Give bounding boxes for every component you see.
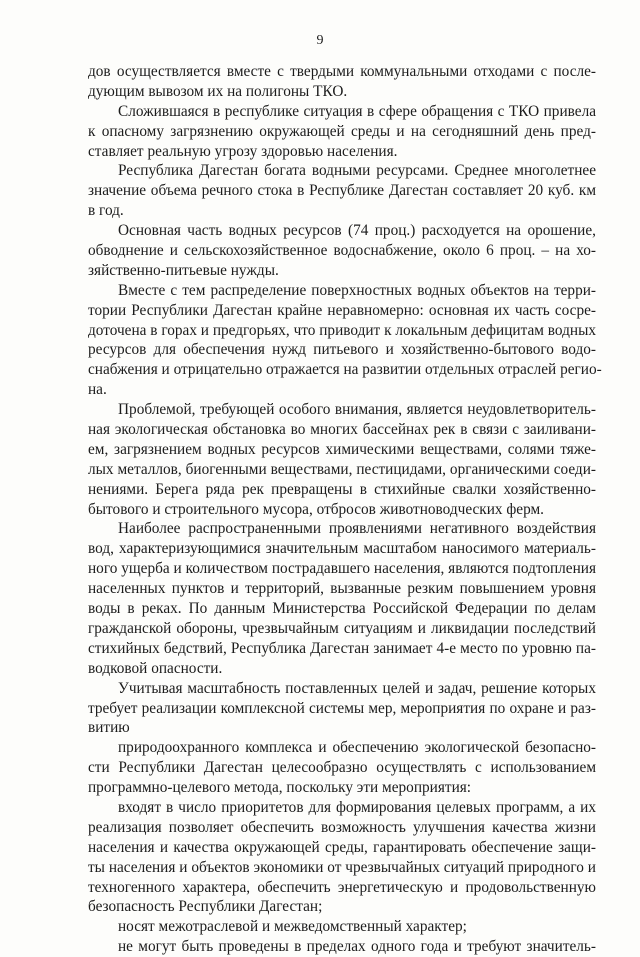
text-line: Учитывая масштабность поставленных целей и задач, решение которых (118, 679, 596, 697)
text-line: вод, характеризующимися значительным масштабом наносимого материаль- (88, 540, 596, 558)
text-line: на. (88, 381, 107, 399)
text-line: бытового и строительного мусора, отбросов животноводческих ферм. (88, 500, 545, 518)
text-line: программно-целевого метода, поскольку эти мероприятия: (88, 779, 472, 797)
text-line: тории Республики Дагестан крайне неравномерно: основная их часть сосре- (88, 301, 596, 319)
text-line: снабжения и отрицательно отражается на развитии отдельных отраслей регио- (88, 361, 602, 379)
document-body (88, 62, 602, 957)
text-line: ставляет реальную угрозу здоровью населения. (88, 142, 398, 160)
text-line: значение объема речного стока в Республике Дагестан составляет 20 куб. км (88, 182, 596, 200)
text-line: гражданской обороны, чрезвычайным ситуациям и ликвидации последствий (88, 619, 596, 637)
text-line: Проблемой, требующей особого внимания, является неудовлетворитель- (118, 401, 596, 419)
text-line: ты населения и объектов экономики от чрезвычайных ситуаций природного и (88, 858, 596, 876)
text-line: ресурсов для обеспечения нужд питьевого и хозяйственно-бытового водо- (88, 341, 596, 359)
text-line: требует реализации комплексной системы мер, мероприятия по охране и раз- (88, 699, 596, 717)
text-line: Сложившаяся в республике ситуация в сфере обращения с ТКО привела (118, 102, 596, 120)
text-line: витию (88, 719, 130, 737)
text-line: ного ущерба и количеством пострадавшего населения, являются подтопления (88, 560, 596, 578)
text-line: не могут быть проведены в пределах одного года и требуют значитель- (118, 938, 596, 956)
text-line: лых металлов, биогенными веществами, пестицидами, органическими соеди- (88, 460, 596, 478)
text-line: Наиболее распространенными проявлениями негативного воздействия (118, 520, 596, 538)
text-line: техногенного характера, обеспечить энергетическую и продовольственную (88, 878, 596, 896)
text-line: сти Республики Дагестан целесообразно осуществлять с использованием (88, 759, 596, 777)
text-line: Основная часть водных ресурсов (74 проц.) расходуется на орошение, (118, 222, 596, 240)
text-line: реализация позволяет обеспечить возможность улучшения качества жизни (88, 818, 596, 836)
text-line: безопасность Республики Дагестан; (88, 898, 323, 916)
text-line: в год. (88, 202, 124, 220)
text-line: населенных пунктов и территорий, вызванные резким повышением уровня (88, 580, 596, 598)
text-line: воды в реках. По данным Министерства Российской Федерации по делам (88, 600, 596, 618)
text-line: дующим вывозом их на полигоны ТКО. (88, 82, 348, 100)
text-line: дов осуществляется вместе с твердыми коммунальными отходами с после- (88, 63, 596, 80)
page-number: 9 (316, 33, 324, 48)
text-line: ем, загрязнением водных ресурсов химическими веществами, солями тяже- (88, 440, 596, 458)
text-line: доточена в горах и предгорьях, что приводит к локальным дефицитам водных (88, 321, 596, 339)
text-line: зяйственно-питьевые нужды. (88, 261, 279, 279)
text-line: ная экологическая обстановка во многих бассейнах рек в связи с заиливани- (88, 421, 596, 439)
text-line: обводнение и сельскохозяйственное водоснабжение, около 6 проц. – на хо- (88, 242, 596, 260)
text-line: Республика Дагестан богата водными ресурсами. Среднее многолетнее (118, 162, 596, 180)
text-line: Вместе с тем распределение поверхностных водных объектов на терри- (118, 281, 596, 299)
text-line: входят в число приоритетов для формирования целевых программ, а их (118, 798, 596, 816)
text-line: природоохранного комплекса и обеспечению экологической безопасно- (118, 739, 596, 757)
text-line: носят межотраслевой и межведомственный характер; (118, 918, 467, 936)
text-line: населения и качества окружающей среды, гарантировать обеспечение защи- (88, 838, 596, 856)
text-line: стихийных бедствий, Республика Дагестан занимает 4-е место по уровню па- (88, 639, 596, 657)
text-line: к опасному загрязнению окружающей среды и на сегодняшний день пред- (88, 122, 596, 140)
text-line: нениями. Берега ряда рек превращены в стихийные свалки хозяйственно- (88, 480, 596, 498)
text-line: водковой опасности. (88, 659, 223, 677)
